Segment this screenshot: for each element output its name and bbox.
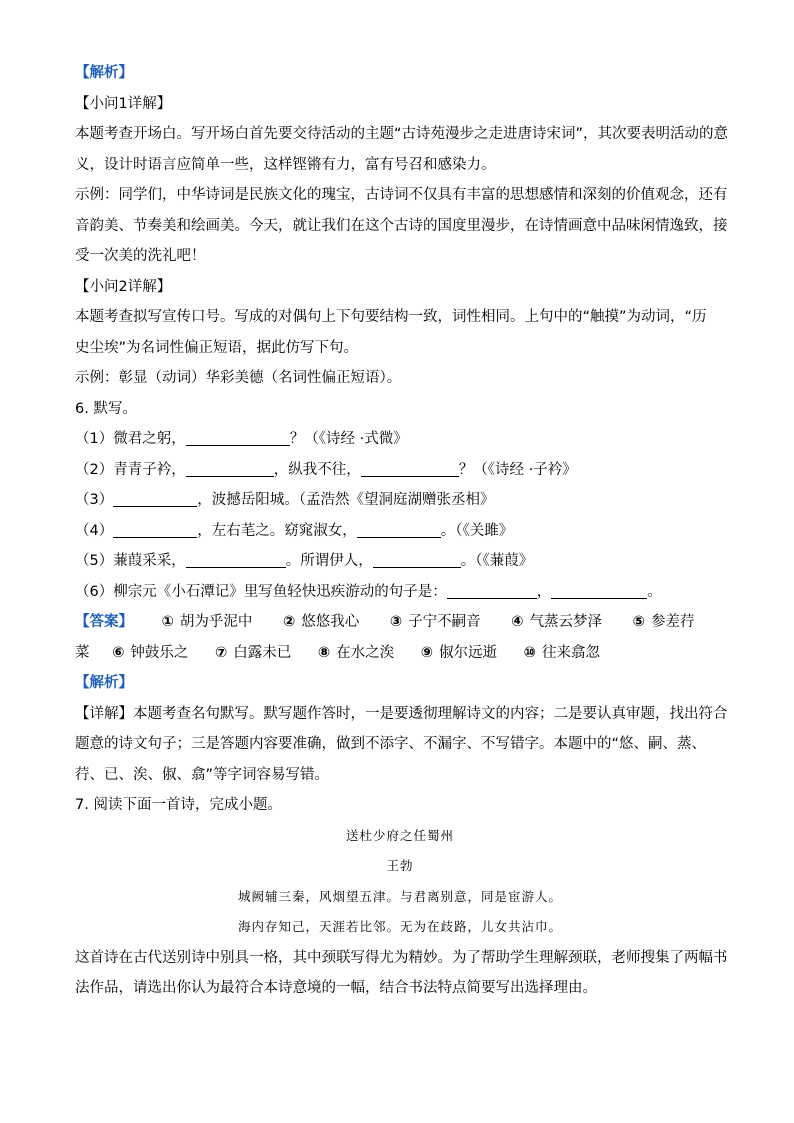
question-7-title: 7. 阅读下面一首诗，完成小题。 xyxy=(75,797,282,813)
answers-row xyxy=(75,638,725,669)
q6-item-text: （1）微君之躬， xyxy=(75,431,186,447)
q6-item-text: ，左右芼之。窈窕淑女， xyxy=(197,522,357,539)
analysis-paragraph-line: 荇、已、涘、俶、翕”等字词容易写错。 xyxy=(75,766,330,783)
q6-item-text: ，纵我不往， xyxy=(273,461,361,478)
subquestion-2-heading: 【小问2详解】 xyxy=(75,278,172,295)
q6-item-text: ， xyxy=(536,583,552,600)
q6-item-text: ？（《诗经 ·式微》 xyxy=(289,431,408,447)
analysis-paragraph-line: 【详解】本题考查名句默写。默写题作答时，一是要透彻理解诗文的内容；二是要认真审题，找出符合 xyxy=(75,705,728,722)
q6-item-4 xyxy=(75,516,725,547)
analysis-paragraph-line: 题意的诗文句子；三是答题内容要准确，做到不添字、不漏字、不写错字。本题中的“悠、嗣、蒸、 xyxy=(75,736,707,752)
q2-paragraph-line: 本题考查拟写宣传口号。写成的对偶句上下句要结构一致，词性相同。上句中的“触摸”为动词，“历 xyxy=(75,309,707,325)
question-6-title: 6. 默写。 xyxy=(75,400,137,417)
answers-label: 【答案】 xyxy=(75,614,133,630)
answer-blank xyxy=(447,581,537,599)
poem-line: 城阙辅三秦，风烟望五津。与君离别意，同是宦游人。 xyxy=(237,888,562,904)
q1-example-line: 示例：同学们，中华诗词是民族文化的瑰宝，古诗词不仅具有丰富的思想感情和深刻的价值观念，还有 xyxy=(75,187,728,203)
q6-item-5 xyxy=(75,546,725,577)
answer-blank xyxy=(186,550,286,568)
q6-item-3 xyxy=(75,485,725,516)
analysis-heading-2: 【解析】 xyxy=(75,675,133,691)
answer-item: ③ 子宁不嗣音 xyxy=(389,614,481,630)
poem-author: 王勃 xyxy=(386,858,414,873)
answer-item: ① 胡为乎泥中 xyxy=(161,614,253,630)
answers-row xyxy=(75,607,725,638)
answer-blank xyxy=(373,550,461,568)
detail-tag: 【详解】 xyxy=(75,705,133,722)
q6-item-text: （4） xyxy=(75,522,114,539)
q6-item-text: ？（《诗经 ·子衿》 xyxy=(458,461,577,478)
answer-item: ⑤ 参差荇 xyxy=(632,614,695,630)
q2-paragraph-line: 史尘埃”为名词性偏正短语，据此仿写下句。 xyxy=(75,339,359,356)
q6-item-text: 。 xyxy=(647,583,662,600)
q7-paragraph-line: 这首诗在古代送别诗中别具一格，其中颈联写得尤为精妙。为了帮助学生理解颈联，老师搜集了两幅书 xyxy=(75,949,728,966)
q2-example-line: 示例：彰显（动词）华彩美德（名词性偏正短语）。 xyxy=(75,370,402,386)
answer-item: ⑨ 俶尔远逝 xyxy=(420,644,498,661)
answer-item: ④ 气蒸云梦泽 xyxy=(511,614,603,630)
answer-item: ② 悠悠我心 xyxy=(283,614,360,630)
q6-item-text: （3） xyxy=(75,492,114,508)
answer-wrap-text: 菜 xyxy=(75,644,90,661)
q1-example-line: 音韵美、节奏美和绘画美。今天，就让我们在这个古诗的国度里漫步，在诗情画意中品味闲情逸致，接 xyxy=(75,217,728,234)
q6-item-text: （6）柳宗元《小石潭记》里写鱼轻快迅疾游动的句子是： xyxy=(75,583,447,600)
document-content xyxy=(75,58,729,1004)
poem-line: 海内存知己，天涯若比邻。无为在歧路，儿女共沾巾。 xyxy=(237,919,562,934)
answer-blank xyxy=(113,520,197,538)
analysis-heading: 【解析】 xyxy=(75,65,133,81)
answer-blank xyxy=(113,489,197,507)
answer-blank xyxy=(186,428,290,446)
q6-item-text: ，波撼岳阳城。（孟浩然《望洞庭湖赠张丞相》 xyxy=(197,492,495,508)
q6-item-6 xyxy=(75,577,725,608)
answer-item: ⑥ 钟鼓乐之 xyxy=(112,644,189,661)
answer-blank xyxy=(186,459,274,477)
q6-item-text: 。（《蒹葭》 xyxy=(460,553,534,569)
q1-example-line: 受一次美的洗礼吧！ xyxy=(75,248,206,264)
q6-item-1 xyxy=(75,424,725,455)
answer-blank xyxy=(551,581,647,599)
answer-blank xyxy=(357,520,441,538)
poem-title: 送杜少府之任蜀州 xyxy=(345,827,454,843)
answer-item: ⑦ 白露未已 xyxy=(215,644,292,661)
q6-item-text: 。所谓伊人， xyxy=(285,553,373,569)
answer-blank xyxy=(361,459,459,477)
q6-item-text: （5）蒹葭采采， xyxy=(75,553,186,569)
q1-paragraph-line: 义，设计时语言应简单一些，这样铿锵有力，富有号召和感染力。 xyxy=(75,156,496,173)
q1-paragraph-line: 本题考查开场白。写开场白首先要交待活动的主题“古诗苑漫步之走进唐诗宋词”，其次要表明活动的意 xyxy=(75,126,729,142)
q7-paragraph-line: 法作品，请选出你认为最符合本诗意境的一幅，结合书法特点简要写出选择理由。 xyxy=(75,980,597,996)
q6-item-text: 。（《关雎》 xyxy=(440,522,514,539)
subquestion-1-heading: 【小问1详解】 xyxy=(75,95,172,112)
q6-item-text: （2）青青子衿， xyxy=(75,461,186,478)
answer-item: ⑧ 在水之涘 xyxy=(317,644,395,661)
q6-item-2 xyxy=(75,455,725,486)
answer-item: ⑩ 往来翕忽 xyxy=(523,644,600,661)
